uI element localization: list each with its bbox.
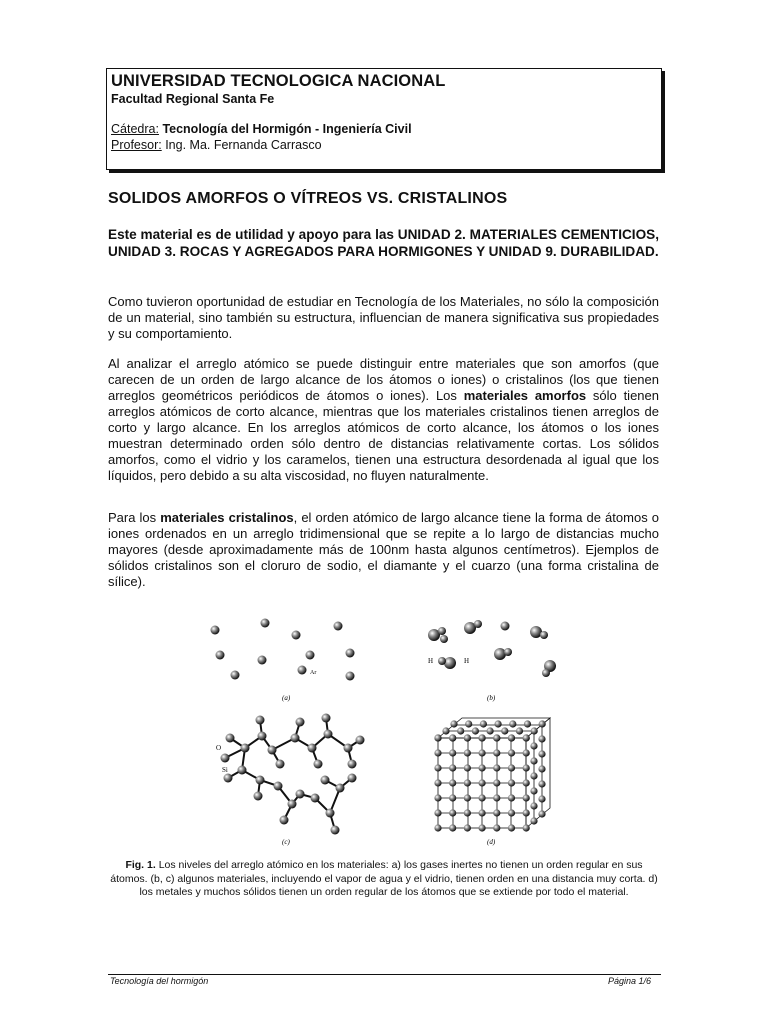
panel-a-gas-atoms: [211, 619, 355, 681]
footer-page-number: Página 1/6: [608, 976, 652, 986]
lattice-atom: [479, 794, 486, 801]
panel-c-label: (c): [282, 838, 290, 846]
lattice-atom: [493, 734, 500, 741]
lattice-atom: [538, 765, 545, 772]
lattice-atom: [530, 817, 537, 824]
lattice-atom: [508, 824, 515, 831]
caption-label: Fig. 1.: [125, 859, 156, 871]
profesor-line: [111, 137, 661, 153]
paragraph-3-bold: materiales cristalinos: [160, 510, 294, 525]
page-title: SOLIDOS AMORFOS O VÍTREOS VS. CRISTALINOS: [108, 190, 508, 207]
lattice-atom: [449, 809, 456, 816]
lattice-atom: [516, 727, 523, 734]
lattice-atom: [479, 824, 486, 831]
faculty-name: Facultad Regional Santa Fe: [111, 92, 275, 106]
lattice-atom: [434, 764, 441, 771]
lattice-atom: [530, 757, 537, 764]
panel-b-water-molecules: [428, 620, 556, 677]
lattice-atom: [479, 764, 486, 771]
paragraph-3-part-b: , el orden atómico de largo alcance tiene la forma de átomos o iones ordenados en un arreglo tridimensional que se repite a lo largo de distancias mucho mayores (desde aproximadamente más de 100nm hasta algunos centímetros). Ejemplos de sólidos cristalinos son el cloruro de sodio, el diamante y el cuarzo (una forma cristalina de sílice).: [108, 510, 659, 589]
lattice-atom: [530, 802, 537, 809]
lattice-atom: [487, 727, 494, 734]
lattice-atom: [531, 727, 538, 734]
lattice-atom: [464, 824, 471, 831]
lattice-atom: [464, 734, 471, 741]
lattice-atom: [508, 749, 515, 756]
lattice-atom: [434, 734, 441, 741]
lattice-atom: [464, 749, 471, 756]
lattice-atom: [523, 824, 530, 831]
lattice-atom: [509, 720, 516, 727]
lattice-atom: [530, 787, 537, 794]
lattice-atom: [434, 824, 441, 831]
atom-label-si: Si: [222, 766, 228, 774]
lattice-atom: [523, 749, 530, 756]
lattice-atom: [523, 764, 530, 771]
catedra-value: Tecnología del Hormigón - Ingeniería Civil: [162, 122, 412, 136]
lattice-atom: [434, 749, 441, 756]
lattice-atom: [493, 764, 500, 771]
lattice-atom: [449, 764, 456, 771]
lattice-atom: [538, 795, 545, 802]
lattice-atom: [538, 780, 545, 787]
lattice-atom: [479, 779, 486, 786]
lattice-atom: [457, 727, 464, 734]
atomic-arrangement-figure: [200, 608, 580, 858]
lattice-atom: [472, 727, 479, 734]
lattice-atom: [530, 742, 537, 749]
lattice-atom: [464, 809, 471, 816]
paragraph-2-part-b: sólo tienen arreglos atómicos de corto alcance, mientras que los materiales cristalinos tienen arreglos de corto y largo alcance. En los arreglos atómicos de corto alcance, los átomos o los iones muestran determinado orden sólo dentro de distancias relativamente cortas. Los sólidos amorfos, como el vidrio y los caramelos, tienen una estructura desordenada al igual que los líquidos, pero debido a su alta viscosidad, no fluyen naturalmente.: [108, 388, 659, 483]
lattice-atom: [449, 734, 456, 741]
lattice-atom: [538, 735, 545, 742]
atom-label-o: O: [216, 744, 222, 752]
lattice-atom: [449, 779, 456, 786]
lattice-atom: [465, 720, 472, 727]
lattice-atom: [464, 764, 471, 771]
lattice-atom: [464, 794, 471, 801]
lattice-atom: [538, 810, 545, 817]
lattice-atom: [508, 764, 515, 771]
footer-course-name: Tecnología del hormigón: [110, 976, 209, 986]
lattice-atom: [495, 720, 502, 727]
header-box: [106, 68, 662, 170]
lattice-atom: [493, 809, 500, 816]
atom-label-ar: Ar: [310, 670, 317, 676]
lattice-atom: [523, 734, 530, 741]
paragraph-2: [108, 356, 659, 484]
lattice-atom: [464, 779, 471, 786]
lattice-atom: [508, 779, 515, 786]
lattice-atom: [508, 794, 515, 801]
profesor-value: Ing. Ma. Fernanda Carrasco: [165, 138, 322, 152]
lattice-atom: [493, 794, 500, 801]
paragraph-3-part-a: Para los: [108, 510, 161, 525]
lattice-atom: [434, 794, 441, 801]
lattice-atom: [493, 779, 500, 786]
lattice-atom: [530, 772, 537, 779]
atom-label-h-1: H: [428, 657, 434, 665]
lattice-atom: [493, 749, 500, 756]
catedra-line: [111, 121, 661, 137]
lattice-atom: [479, 749, 486, 756]
lattice-atom: [523, 779, 530, 786]
panel-c-atoms: [221, 714, 365, 835]
lattice-atom: [479, 734, 486, 741]
lattice-atom: [479, 809, 486, 816]
lattice-atom: [480, 720, 487, 727]
lattice-atom: [538, 750, 545, 757]
lattice-atom: [523, 794, 530, 801]
intro-paragraph: Este material es de utilidad y apoyo para las UNIDAD 2. MATERIALES CEMENTICIOS, UNIDAD 3. ROCAS Y AGREGADOS PARA HORMIGONES Y UNIDAD 9. DURABILIDAD.: [108, 227, 659, 259]
panel-d-label: (d): [487, 838, 496, 846]
lattice-atom: [442, 727, 449, 734]
catedra-label: Cátedra:: [111, 122, 159, 136]
lattice-atom: [449, 824, 456, 831]
lattice-atom: [508, 734, 515, 741]
profesor-label: Profesor:: [111, 138, 162, 152]
lattice-atom: [508, 809, 515, 816]
lattice-atom: [539, 720, 546, 727]
figure-caption: [110, 859, 658, 900]
lattice-atom: [493, 824, 500, 831]
panel-a-label: (a): [282, 694, 291, 702]
lattice-atom: [449, 794, 456, 801]
panel-b-label: (b): [487, 694, 496, 702]
lattice-atom: [434, 809, 441, 816]
paragraph-1: Como tuvieron oportunidad de estudiar en Tecnología de los Materiales, no sólo la composición de un material, sino también su estructura, influencian de manera significativa sus propiedades y su comportamiento.: [108, 294, 659, 341]
paragraph-2-part-a: Al analizar el arreglo atómico se puede distinguir entre materiales que son amorfos (que carecen de un orden de largo alcance de los átomos o iones) o cristalinos (los que tienen arreglos geométricos periódicos de átomos o iones). Los: [108, 356, 659, 403]
panel-d-lattice-atoms: [434, 720, 545, 831]
lattice-atom: [449, 749, 456, 756]
paragraph-2-bold: materiales amorfos: [463, 388, 587, 403]
footer-divider: [108, 974, 661, 975]
lattice-atom: [434, 779, 441, 786]
lattice-atom: [501, 727, 508, 734]
caption-text: Los niveles del arreglo atómico en los materiales: a) los gases inertes no tienen un orden regular en sus átomos. (b, c) algunos materiales, incluyendo el vapor de agua y el vidrio, tienen orden en una distancia muy corta. d) los metales y muchos sólidos tienen un orden regular de los átomos que se extiende por todo el material.: [110, 859, 658, 898]
lattice-atom: [524, 720, 531, 727]
paragraph-3: [108, 510, 659, 590]
lattice-atom: [523, 809, 530, 816]
university-name: UNIVERSIDAD TECNOLOGICA NACIONAL: [111, 72, 446, 90]
atom-label-h-2: H: [464, 657, 470, 665]
lattice-atom: [450, 720, 457, 727]
